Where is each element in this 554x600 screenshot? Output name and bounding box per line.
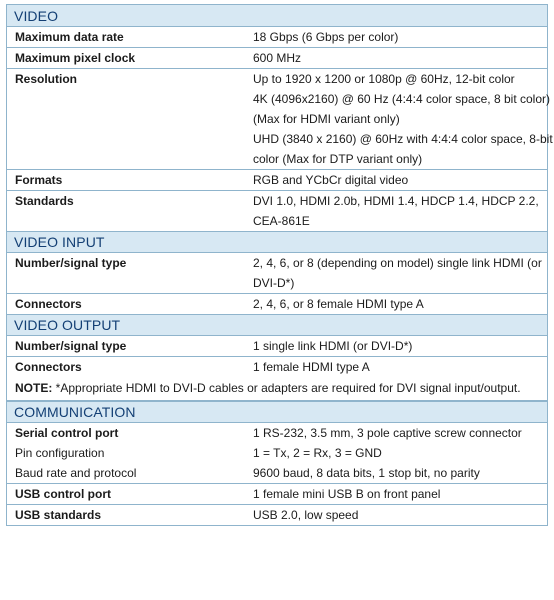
spec-label: Resolution [15,72,77,86]
spec-row-usb-standards [7,505,547,525]
spec-label: Maximum data rate [15,30,124,44]
footnote-text: *Appropriate HDMI to DVI-D cables or adapters are required for DVI signal input/output. [52,381,521,395]
spec-value [245,253,552,293]
spec-value-line: DVI-D*) [253,276,295,290]
spec-table [6,4,553,526]
spec-row-standards [7,191,547,231]
spec-value-line: 4K (4096x2160) @ 60 Hz (4:4:4 color space, 8 bit color) [253,92,550,106]
spec-value-line: UHD (3840 x 2160) @ 60Hz with 4:4:4 color space, 8-bit [253,132,553,146]
spec-value: 1 female HDMI type A [253,360,370,374]
section-header-video: VIDEO [7,5,547,27]
spec-value: USB 2.0, low speed [253,508,359,522]
spec-label: Number/signal type [15,256,127,270]
spec-row-output-number-signal-type [7,336,547,357]
spec-value [245,69,554,169]
spec-value: 18 Gbps (6 Gbps per color) [253,30,399,44]
spec-row-usb-control-port [7,484,547,505]
spec-label: Pin configuration [15,446,105,460]
spec-label: USB standards [15,508,102,522]
spec-label: Number/signal type [15,339,127,353]
spec-value: 2, 4, 6, or 8 female HDMI type A [253,297,424,311]
spec-label: Connectors [15,360,82,374]
spec-row-serial-control-port [7,423,547,443]
spec-label: Maximum pixel clock [15,51,136,65]
spec-value: RGB and YCbCr digital video [253,173,409,187]
spec-value: 600 MHz [253,51,302,65]
spec-value-line: color (Max for DTP variant only) [253,152,423,166]
spec-value: 1 RS-232, 3.5 mm, 3 pole captive screw connector [253,426,522,440]
spec-label: Formats [15,173,63,187]
spec-row-output-connectors [7,357,547,377]
spec-row-resolution [7,69,553,170]
spec-row-input-number-signal-type [7,253,547,294]
spec-row-formats [7,170,547,191]
spec-row-input-connectors [7,294,547,314]
spec-value [245,191,549,231]
section-header-communication: COMMUNICATION [7,401,547,423]
section-header-video-input: VIDEO INPUT [7,231,547,253]
spec-value-line: (Max for HDMI variant only) [253,112,400,126]
spec-label: USB control port [15,487,111,501]
spec-value: 1 single link HDMI (or DVI-D*) [253,339,413,353]
spec-value: 1 female mini USB B on front panel [253,487,441,501]
spec-value-line: Up to 1920 x 1200 or 1080p @ 60Hz, 12-bit color [253,72,515,86]
footnote-label: NOTE: [15,381,53,395]
spec-row-max-pixel-clock [7,48,547,69]
spec-label: Baud rate and protocol [15,466,137,480]
spec-label: Serial control port [15,426,119,440]
spec-row-max-data-rate [7,27,547,48]
spec-row-pin-configuration [7,443,547,463]
spec-value: 1 = Tx, 2 = Rx, 3 = GND [253,446,382,460]
footnote [7,377,547,401]
section-header-video-output: VIDEO OUTPUT [7,314,547,336]
spec-label: Connectors [15,297,82,311]
spec-value-line: 2, 4, 6, or 8 (depending on model) single link HDMI (or [253,256,542,270]
spec-value-line: CEA-861E [253,214,310,228]
spec-row-baud-rate [7,463,547,484]
spec-value-line: DVI 1.0, HDMI 2.0b, HDMI 1.4, HDCP 1.4, HDCP 2.2, [253,194,539,208]
spec-value: 9600 baud, 8 data bits, 1 stop bit, no parity [253,466,480,480]
spec-label: Standards [15,194,74,208]
